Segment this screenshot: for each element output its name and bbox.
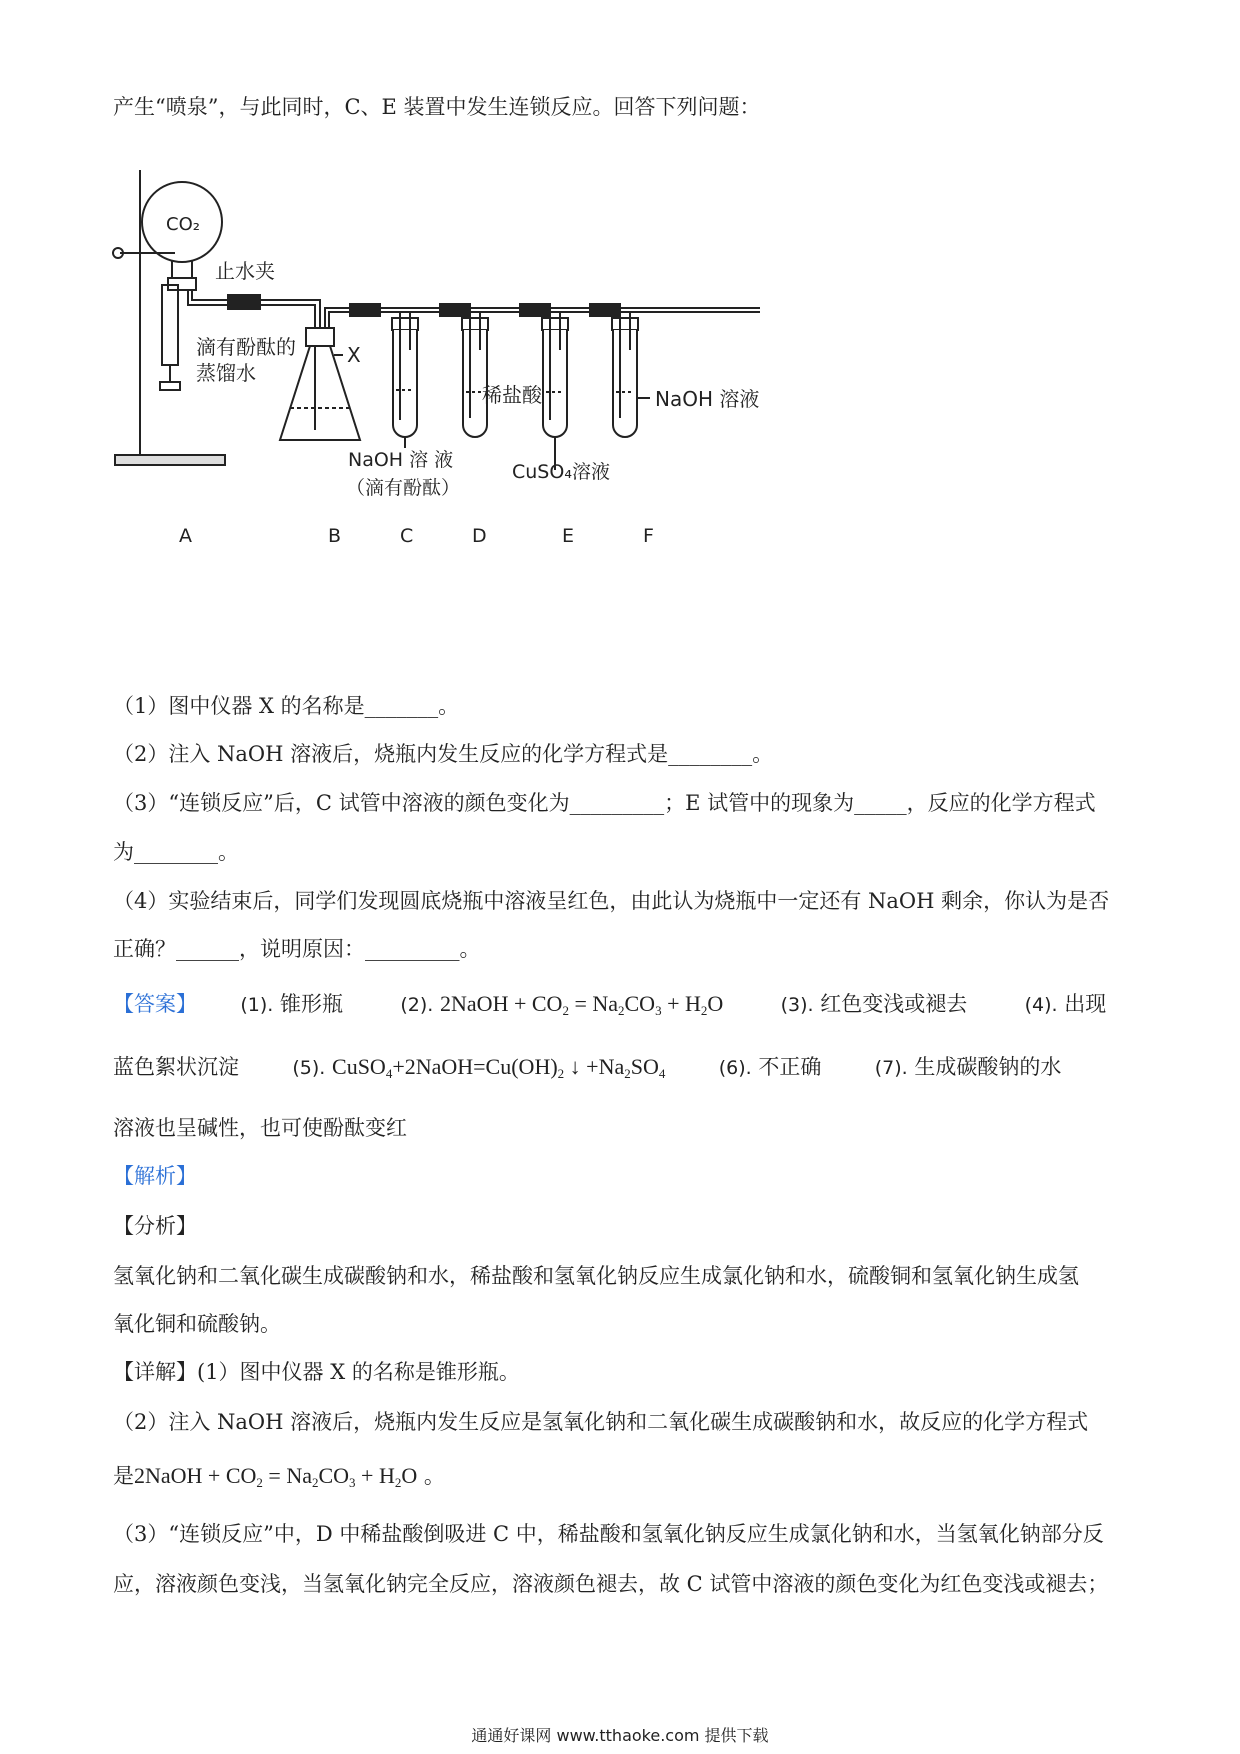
analysis-sub-label: 【分析】: [113, 1214, 197, 1238]
tube-c-label-2: （滴有酚酞）: [346, 477, 461, 499]
answer-line-2: [113, 1053, 1133, 1088]
flask-b-label-1: 滴有酚酞的: [196, 335, 296, 359]
question-2: （2）注入 NaOH 溶液后，烧瓶内发生反应的化学方程式是________。: [113, 742, 774, 766]
analysis-label: 【解析】: [113, 1164, 197, 1188]
question-4a: （4）实验结束后，同学们发现圆底烧瓶中溶液呈红色，由此认为烧瓶中一定还有 NaOH 剩余，你认为是否: [113, 889, 1110, 913]
answer-7a: 生成碳酸钠的水: [914, 1055, 1062, 1079]
question-3a: （3）“连锁反应”后，C 试管中溶液的颜色变化为_________；E 试管中的现象为_____，反应的化学方程式: [113, 791, 1096, 815]
letter-c: C: [400, 525, 414, 547]
letter-f: F: [643, 525, 654, 547]
analysis-paragraph-2: 氧化铜和硫酸钠。: [113, 1312, 281, 1336]
detail-2b-prefix: 是: [113, 1464, 134, 1488]
answer-1: 锥形瓶: [280, 992, 344, 1016]
detail-1: (1）图中仪器 X 的名称是锥形瓶。: [197, 1360, 520, 1384]
answer-4b: 蓝色絮状沉淀: [113, 1055, 239, 1079]
answer-5-formula: $CuSO_4+2NaOH=Cu(OH)_2$ ↓ $+Na_2SO_4$: [332, 1054, 666, 1081]
tube-d-label: 稀盐酸: [482, 383, 542, 407]
answer-num-3: (3).: [780, 994, 814, 1016]
answer-6: 不正确: [758, 1055, 822, 1079]
page-footer: 通通好课网 www.tthaoke.com 提供下载: [471, 1726, 769, 1745]
analysis-paragraph-1: 氢氧化钠和二氧化碳生成碳酸钠和水，稀盐酸和氢氧化钠反应生成氯化钠和水，硫酸铜和氢氧化钠生成氢: [113, 1264, 1079, 1288]
answer-num-2: (2).: [400, 994, 434, 1016]
answer-line-3: 溶液也呈碱性，也可使酚酞变红: [113, 1116, 407, 1140]
detail-line-3a: （3）“连锁反应”中，D 中稀盐酸倒吸进 C 中，稀盐酸和氢氧化钠反应生成氯化钠和水，当氢氧化钠部分反: [113, 1522, 1104, 1546]
detail-line-1: [113, 1358, 1133, 1386]
answer-num-6: (6).: [718, 1057, 752, 1079]
answer-2-formula: 2NaOH + $CO_2 = Na_2CO_3 + H_2O$: [440, 991, 724, 1018]
letter-a: A: [179, 525, 192, 547]
detail-line-2b: [113, 1462, 1133, 1497]
answer-num-7: (7).: [874, 1057, 908, 1079]
letter-d: D: [472, 525, 487, 547]
answer-line-1: [113, 990, 1133, 1025]
intro-text: 产生“喷泉”，与此同时，C、E 装置中发生连锁反应。回答下列问题：: [113, 95, 761, 119]
question-1: （1）图中仪器 X 的名称是_______。: [113, 694, 460, 718]
letter-b: B: [328, 525, 342, 547]
tube-f-label: NaOH 溶液: [655, 387, 760, 411]
detail-line-3b: 应，溶液颜色变浅，当氢氧化钠完全反应，溶液颜色褪去，故 C 试管中溶液的颜色变化为红色变浅或褪去；: [113, 1572, 1109, 1596]
detail-2b-suffix: 。: [423, 1464, 445, 1488]
flask-gas-label: CO₂: [166, 214, 200, 235]
answer-num-1: (1).: [240, 994, 274, 1016]
answer-3: 红色变浅或褪去: [820, 992, 968, 1016]
detail-2-formula: 2NaOH + $CO_2 = Na_2CO_3 + H_2O$: [134, 1463, 418, 1490]
answer-4a: 出现: [1064, 992, 1107, 1016]
answer-label: 【答案】: [113, 992, 197, 1016]
answer-num-4: (4).: [1024, 994, 1058, 1016]
question-4b: 正确？______，说明原因：_________。: [113, 937, 481, 961]
flask-b-label-2: 蒸馏水: [196, 361, 256, 385]
tube-c-label-1: NaOH 溶 液: [348, 449, 454, 471]
letter-e: E: [562, 525, 575, 547]
detail-label: 【详解】: [113, 1360, 197, 1384]
apparatus-figure: [110, 150, 870, 620]
question-3b: 为________。: [113, 840, 239, 864]
clamp-label: 止水夹: [215, 259, 275, 283]
x-label: X: [347, 343, 361, 367]
tube-e-label: CuSO₄溶液: [512, 461, 610, 483]
answer-num-5: (5).: [292, 1057, 326, 1079]
detail-line-2a: （2）注入 NaOH 溶液后，烧瓶内发生反应是氢氧化钠和二氧化碳生成碳酸钠和水，故反应的化学方程式: [113, 1410, 1089, 1434]
